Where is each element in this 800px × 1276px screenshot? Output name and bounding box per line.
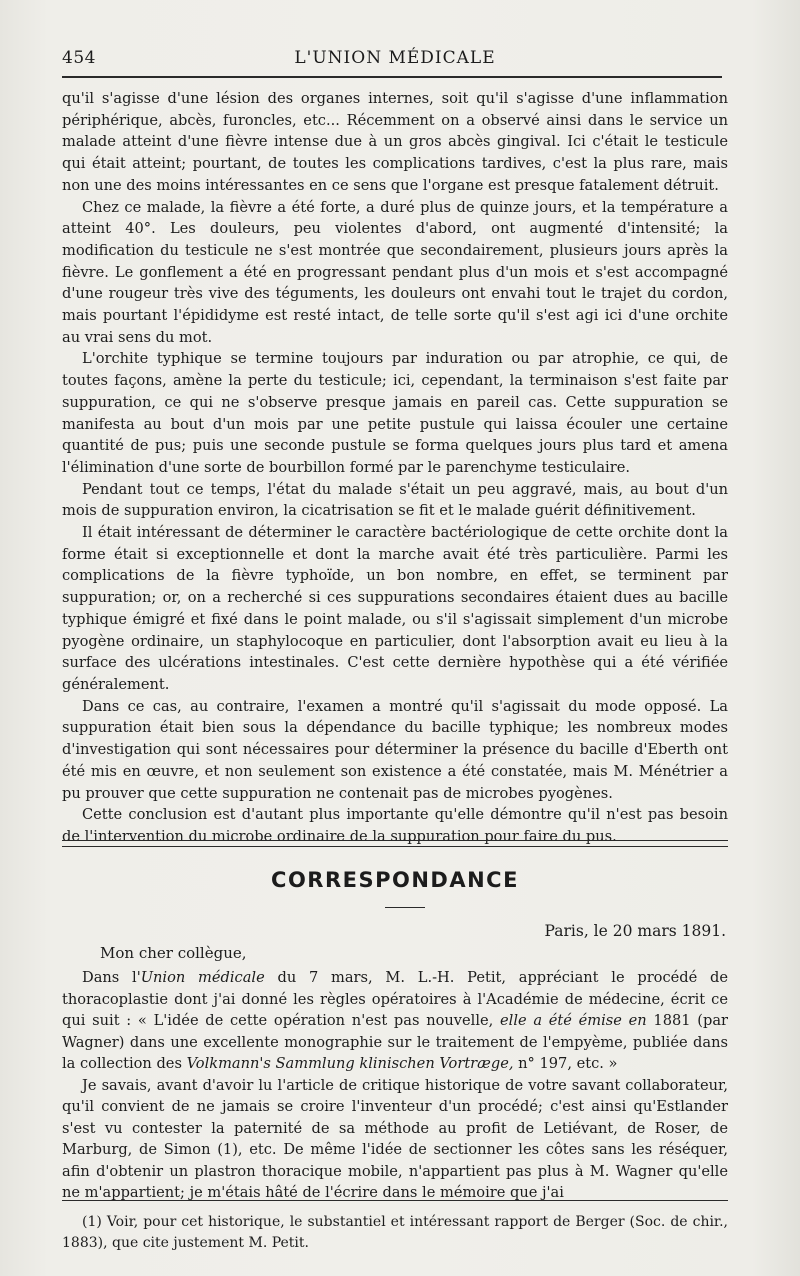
article-paragraph: Cette conclusion est d'autant plus importante qu'elle démontre qu'il n'est pas besoin de l'intervention du microbe ordinaire de la suppuration pour faire du pus. (62, 806, 728, 845)
letter-dateline: Paris, le 20 mars 1891. (544, 922, 726, 940)
footnote (62, 1212, 728, 1254)
footnote-rule (62, 1200, 728, 1201)
letter-salutation: Mon cher collègue, (100, 944, 247, 962)
page-number: 454 (62, 48, 96, 68)
header-rule (62, 76, 722, 78)
collection-name: Volkmann's Sammlung klinischen Vortræge, (186, 1055, 514, 1072)
article-body (62, 88, 728, 848)
letter-paragraph: Dans l'Union médicale du 7 mars, M. L.-H. Petit, appréciant le procédé de thoracoplastie dont j'ai donné les règles opératoires à l'Académie de médecine, écrit ce qui suit : « L'idée de cette opération n'est pas nouvelle, elle a été émise en 1881 (par Wagner) dans une excellente monographie sur le traitement de l'empyème, publiée dans la collection des Volkmann's Sammlung klinischen Vortræge, n° 197, etc. » (62, 969, 728, 1072)
article-paragraph: Pendant tout ce temps, l'état du malade s'était un peu aggravé, mais, au bout d'un mois de suppuration environ, la cicatrisation se fit et le malade guérit définitivement. (62, 480, 728, 520)
quote-emphasis: elle a été émise en (500, 1012, 647, 1029)
section-separator (62, 840, 728, 847)
article-paragraph: Dans ce cas, au contraire, l'examen a montré qu'il s'agissait du mode opposé. La suppuration était bien sous la dépendance du bacille typhique; les nombreux modes d'investigation qui sont nécessaires pour déterminer la présence du bacille d'Eberth ont été mis en œuvre, et non seulement son existence a été constatée, mais M. Ménétrier a pu prouver que cette suppuration ne contenait pas de microbes pyogènes. (62, 697, 728, 802)
section-title: CORRESPONDANCE (271, 868, 519, 892)
letter-body (62, 921, 728, 1204)
footnote-text: (1) Voir, pour cet historique, le substantiel et intéressant rapport de Berger (Soc. de chir., 1883), que cite justement M. Petit. (62, 1214, 728, 1251)
running-title: L'UNION MÉDICALE (294, 48, 496, 68)
letter-paragraph: Je savais, avant d'avoir lu l'article de critique historique de votre savant collaborateur, qu'il convient de ne jamais se croire l'inventeur d'un procédé; c'est ainsi qu'Estlander s'est vu contester la paternité de sa méthode au profit de Letiévant, de Roser, de Marburg, de Simon (1), etc. De même l'idée de sectionner les côtes sans les réséquer, afin d'obtenir un plastron thoracique mobile, n'appartient pas plus à M. Wagner qu'elle ne m'appartient; je m'étais hâté de l'écrire dans le mémoire que j'ai (62, 1076, 728, 1201)
title-rule (385, 907, 425, 908)
article-paragraph: Chez ce malade, la fièvre a été forte, a duré plus de quinze jours, et la température a atteint 40°. Les douleurs, peu violentes d'abord, ont augmenté d'intensité; la modification du testicule ne s'est montrée que secondairement, plusieurs jours après la fièvre. Le gonflement a été en progressant pendant plus d'un mois et s'est accompagné d'une rougeur très vive des téguments, les douleurs ont envahi tout le trajet du cordon, mais pourtant l'épididyme est resté intact, de telle sorte qu'il s'est agi ici d'une orchite au vrai sens du mot. (62, 198, 728, 346)
page-header (62, 44, 728, 74)
journal-name: Union médicale (140, 969, 265, 986)
article-paragraph: Il était intéressant de déterminer le caractère bactériologique de cette orchite dont la forme était si exceptionnelle et dont la marche avait été très particulière. Parmi les complications de la fièvre typhoïde, un bon nombre, en effet, se terminent par suppuration; or, on a recherché si ces suppurations secondaires étaient dues au bacille typhique émigré et fixé dans le point malade, ou s'il s'agissait simplement d'un microbe pyogène ordinaire, un staphylocoque en particulier, dont l'absorption avait eu lieu à la surface des ulcérations intestinales. C'est cette dernière hypothèse qui a été vérifiée généralement. (62, 524, 728, 693)
article-paragraph: L'orchite typhique se termine toujours par induration ou par atrophie, ce qui, de toutes façons, amène la perte du testicule; ici, cependant, la terminaison s'est faite par suppuration, ce qui ne s'observe presque jamais en pareil cas. Cette suppuration se manifesta au bout d'un mois par une petite pustule qui laissa écouler une certaine quantité de pus; puis une seconde pustule se forma quelques jours plus tard et amena l'élimination d'une sorte de bourbillon formé par le parenchyme testiculaire. (62, 350, 728, 476)
article-paragraph: qu'il s'agisse d'une lésion des organes internes, soit qu'il s'agisse d'une inflammation périphérique, abcès, furoncles, etc... Récemment on a observé ainsi dans le service un malade atteint d'une fièvre intense due à un gros abcès gingival. Ici c'était le testicule qui était atteint; pourtant, de toutes les complications tardives, c'est la plus rare, mais non une des moins intéressantes en ce sens que l'organe est presque fatalement détruit. (62, 90, 728, 194)
